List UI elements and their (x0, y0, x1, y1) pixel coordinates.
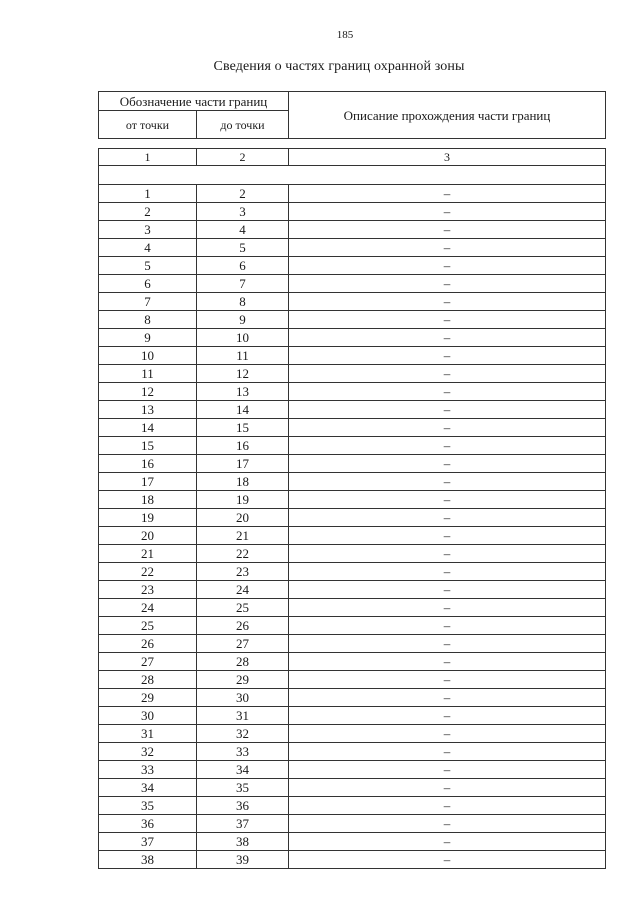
table-row (99, 851, 606, 869)
point-to: 14 (197, 401, 289, 419)
description: – (289, 761, 606, 779)
point-from: 31 (99, 725, 197, 743)
table-row (99, 347, 606, 365)
point-from: 28 (99, 671, 197, 689)
description: – (289, 491, 606, 509)
header-row (99, 92, 606, 111)
table-row (99, 437, 606, 455)
table-row (99, 653, 606, 671)
page-number: 185 (336, 29, 354, 41)
description: – (289, 599, 606, 617)
point-from: 30 (99, 707, 197, 725)
point-to: 37 (197, 815, 289, 833)
point-from: 15 (99, 437, 197, 455)
point-to: 38 (197, 833, 289, 851)
point-to: 4 (197, 221, 289, 239)
description: – (289, 581, 606, 599)
description: – (289, 707, 606, 725)
point-from: 7 (99, 293, 197, 311)
table-row (99, 455, 606, 473)
description: – (289, 653, 606, 671)
table-row (99, 275, 606, 293)
table-row (99, 473, 606, 491)
point-to: 10 (197, 329, 289, 347)
point-to: 26 (197, 617, 289, 635)
point-to: 17 (197, 455, 289, 473)
point-to: 20 (197, 509, 289, 527)
description: – (289, 239, 606, 257)
point-to: 16 (197, 437, 289, 455)
description: – (289, 743, 606, 761)
point-from: 2 (99, 203, 197, 221)
point-from: 3 (99, 221, 197, 239)
point-to: 13 (197, 383, 289, 401)
table-row (99, 527, 606, 545)
description: – (289, 617, 606, 635)
description: – (289, 671, 606, 689)
point-from: 8 (99, 311, 197, 329)
point-from: 10 (99, 347, 197, 365)
point-to: 22 (197, 545, 289, 563)
description: – (289, 635, 606, 653)
description: – (289, 725, 606, 743)
point-from: 11 (99, 365, 197, 383)
point-to: 24 (197, 581, 289, 599)
column-number-2: 2 (197, 149, 289, 166)
document-title: Сведения о частях границ охранной зоны (213, 59, 465, 74)
table-row (99, 545, 606, 563)
table-row (99, 617, 606, 635)
table-row (99, 419, 606, 437)
table-row (99, 401, 606, 419)
table-row (99, 833, 606, 851)
point-to: 32 (197, 725, 289, 743)
point-from: 20 (99, 527, 197, 545)
header-to-point: до точки (197, 111, 289, 139)
table-row (99, 563, 606, 581)
blank-row (99, 166, 606, 185)
point-to: 12 (197, 365, 289, 383)
table-row (99, 365, 606, 383)
point-from: 13 (99, 401, 197, 419)
table-row (99, 779, 606, 797)
table-row (99, 329, 606, 347)
point-to: 36 (197, 797, 289, 815)
table-row (99, 707, 606, 725)
point-from: 12 (99, 383, 197, 401)
description: – (289, 797, 606, 815)
description: – (289, 473, 606, 491)
point-to: 5 (197, 239, 289, 257)
description: – (289, 185, 606, 203)
table-row (99, 635, 606, 653)
point-from: 14 (99, 419, 197, 437)
table-row (99, 581, 606, 599)
description: – (289, 815, 606, 833)
description: – (289, 203, 606, 221)
point-to: 8 (197, 293, 289, 311)
point-to: 21 (197, 527, 289, 545)
point-from: 25 (99, 617, 197, 635)
point-to: 30 (197, 689, 289, 707)
table-row (99, 491, 606, 509)
point-to: 11 (197, 347, 289, 365)
table-row (99, 725, 606, 743)
description: – (289, 401, 606, 419)
point-from: 4 (99, 239, 197, 257)
gap-row (99, 139, 606, 149)
description: – (289, 527, 606, 545)
point-to: 19 (197, 491, 289, 509)
point-from: 22 (99, 563, 197, 581)
description: – (289, 455, 606, 473)
point-to: 29 (197, 671, 289, 689)
point-to: 7 (197, 275, 289, 293)
description: – (289, 275, 606, 293)
boundary-parts-table (98, 91, 606, 869)
point-from: 26 (99, 635, 197, 653)
point-to: 33 (197, 743, 289, 761)
point-from: 34 (99, 779, 197, 797)
point-from: 38 (99, 851, 197, 869)
point-from: 6 (99, 275, 197, 293)
description: – (289, 347, 606, 365)
point-from: 27 (99, 653, 197, 671)
table-row (99, 815, 606, 833)
table-row (99, 203, 606, 221)
header-description: Описание прохождения части границ (289, 92, 606, 139)
point-to: 34 (197, 761, 289, 779)
description: – (289, 419, 606, 437)
description: – (289, 257, 606, 275)
table-row (99, 599, 606, 617)
table-row (99, 185, 606, 203)
point-from: 21 (99, 545, 197, 563)
description: – (289, 437, 606, 455)
description: – (289, 509, 606, 527)
point-from: 16 (99, 455, 197, 473)
column-number-1: 1 (99, 149, 197, 166)
point-to: 3 (197, 203, 289, 221)
description: – (289, 779, 606, 797)
table-row (99, 311, 606, 329)
table-row (99, 257, 606, 275)
description: – (289, 689, 606, 707)
header-from-point: от точки (99, 111, 197, 139)
description: – (289, 383, 606, 401)
point-to: 15 (197, 419, 289, 437)
point-to: 23 (197, 563, 289, 581)
point-from: 1 (99, 185, 197, 203)
table-row (99, 797, 606, 815)
table-row (99, 239, 606, 257)
point-from: 9 (99, 329, 197, 347)
column-number-3: 3 (289, 149, 606, 166)
point-to: 18 (197, 473, 289, 491)
point-to: 6 (197, 257, 289, 275)
point-to: 39 (197, 851, 289, 869)
table-row (99, 743, 606, 761)
point-from: 24 (99, 599, 197, 617)
point-to: 25 (197, 599, 289, 617)
point-from: 17 (99, 473, 197, 491)
point-to: 27 (197, 635, 289, 653)
point-from: 18 (99, 491, 197, 509)
description: – (289, 365, 606, 383)
description: – (289, 563, 606, 581)
point-from: 5 (99, 257, 197, 275)
point-to: 2 (197, 185, 289, 203)
table-row (99, 761, 606, 779)
point-from: 29 (99, 689, 197, 707)
point-to: 28 (197, 653, 289, 671)
table-row (99, 509, 606, 527)
table-row (99, 221, 606, 239)
description: – (289, 833, 606, 851)
point-to: 35 (197, 779, 289, 797)
description: – (289, 851, 606, 869)
description: – (289, 329, 606, 347)
table-row (99, 671, 606, 689)
point-to: 9 (197, 311, 289, 329)
table-row (99, 383, 606, 401)
description: – (289, 545, 606, 563)
table-row (99, 293, 606, 311)
description: – (289, 293, 606, 311)
point-from: 23 (99, 581, 197, 599)
header-part-designation: Обозначение части границ (99, 92, 289, 111)
table-row (99, 689, 606, 707)
point-from: 32 (99, 743, 197, 761)
description: – (289, 221, 606, 239)
point-from: 37 (99, 833, 197, 851)
column-numbers-row (99, 149, 606, 166)
description: – (289, 311, 606, 329)
point-to: 31 (197, 707, 289, 725)
point-from: 36 (99, 815, 197, 833)
point-from: 35 (99, 797, 197, 815)
point-from: 33 (99, 761, 197, 779)
point-from: 19 (99, 509, 197, 527)
